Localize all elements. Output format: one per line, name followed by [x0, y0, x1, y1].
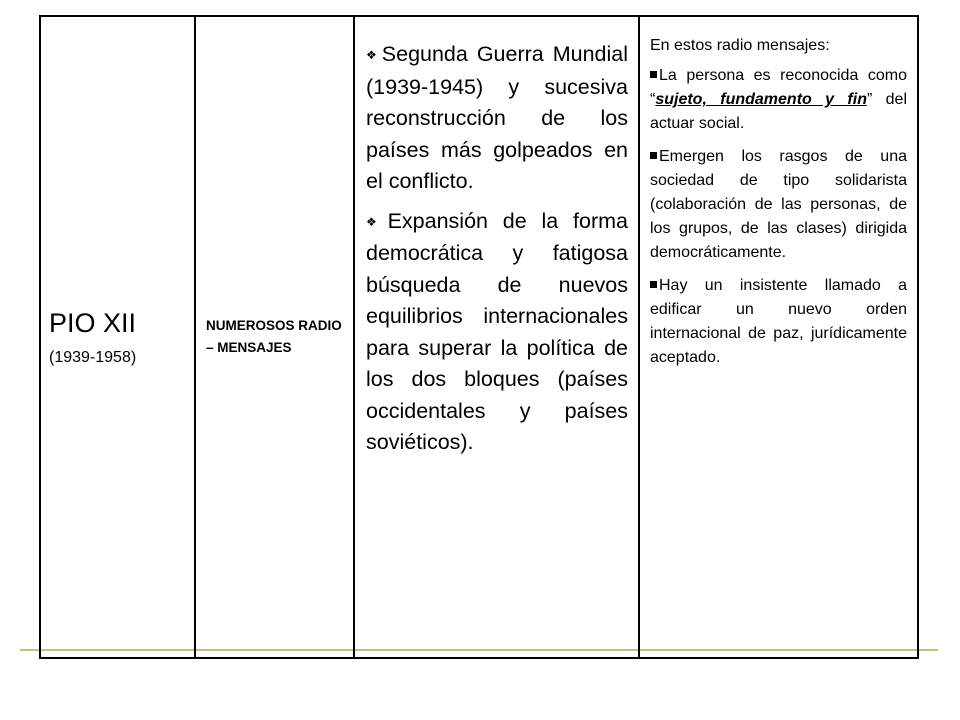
theme-text: ” del actuar social. — [650, 91, 908, 132]
context-item — [366, 206, 628, 459]
square-bullet-icon — [650, 152, 657, 159]
theme-emphasis: sujeto, fundamento y fin — [655, 91, 867, 108]
pope-years: (1939-1958) — [49, 348, 137, 366]
diamond-bullet-icon: ❖ — [366, 48, 380, 62]
documents-label: NUMEROSOS RADIO – MENSAJES — [206, 318, 342, 355]
context-text: Expansión de la forma democrática y fatigosa búsqueda de nuevos equilibrios internacionales para superar la política de los dos bloques (países occidentales y países soviéticos). — [366, 208, 628, 454]
theme-text: Emergen los rasgos de una sociedad de tipo solidarista (colaboración de las personas, de los grupos, de las clases) dirigida democráticamente. — [650, 148, 907, 261]
theme-text: Hay un insistente llamado a edificar un nuevo orden internacional de paz, jurídicamente aceptado. — [650, 277, 907, 366]
themes-cell — [639, 16, 918, 658]
theme-point — [650, 145, 907, 265]
documents-cell — [195, 16, 354, 658]
pope-name: PIO XII — [49, 307, 137, 338]
context-text: Segunda Guerra Mundial (1939-1945) y sucesiva reconstrucción de los países más golpeados en el conflicto. — [366, 42, 628, 193]
theme-text: La persona es reconocida como “ — [650, 67, 907, 108]
theme-point — [650, 64, 907, 136]
theme-point — [650, 274, 907, 370]
context-cell — [354, 16, 639, 658]
square-bullet-icon — [650, 71, 657, 78]
encyclical-table — [39, 15, 919, 659]
context-item — [366, 39, 628, 198]
pope-cell — [40, 16, 195, 658]
square-bullet-icon — [650, 281, 657, 288]
table-row — [40, 16, 918, 658]
themes-intro: En estos radio mensajes: — [650, 37, 830, 54]
diamond-bullet-icon: ❖ — [366, 214, 386, 229]
